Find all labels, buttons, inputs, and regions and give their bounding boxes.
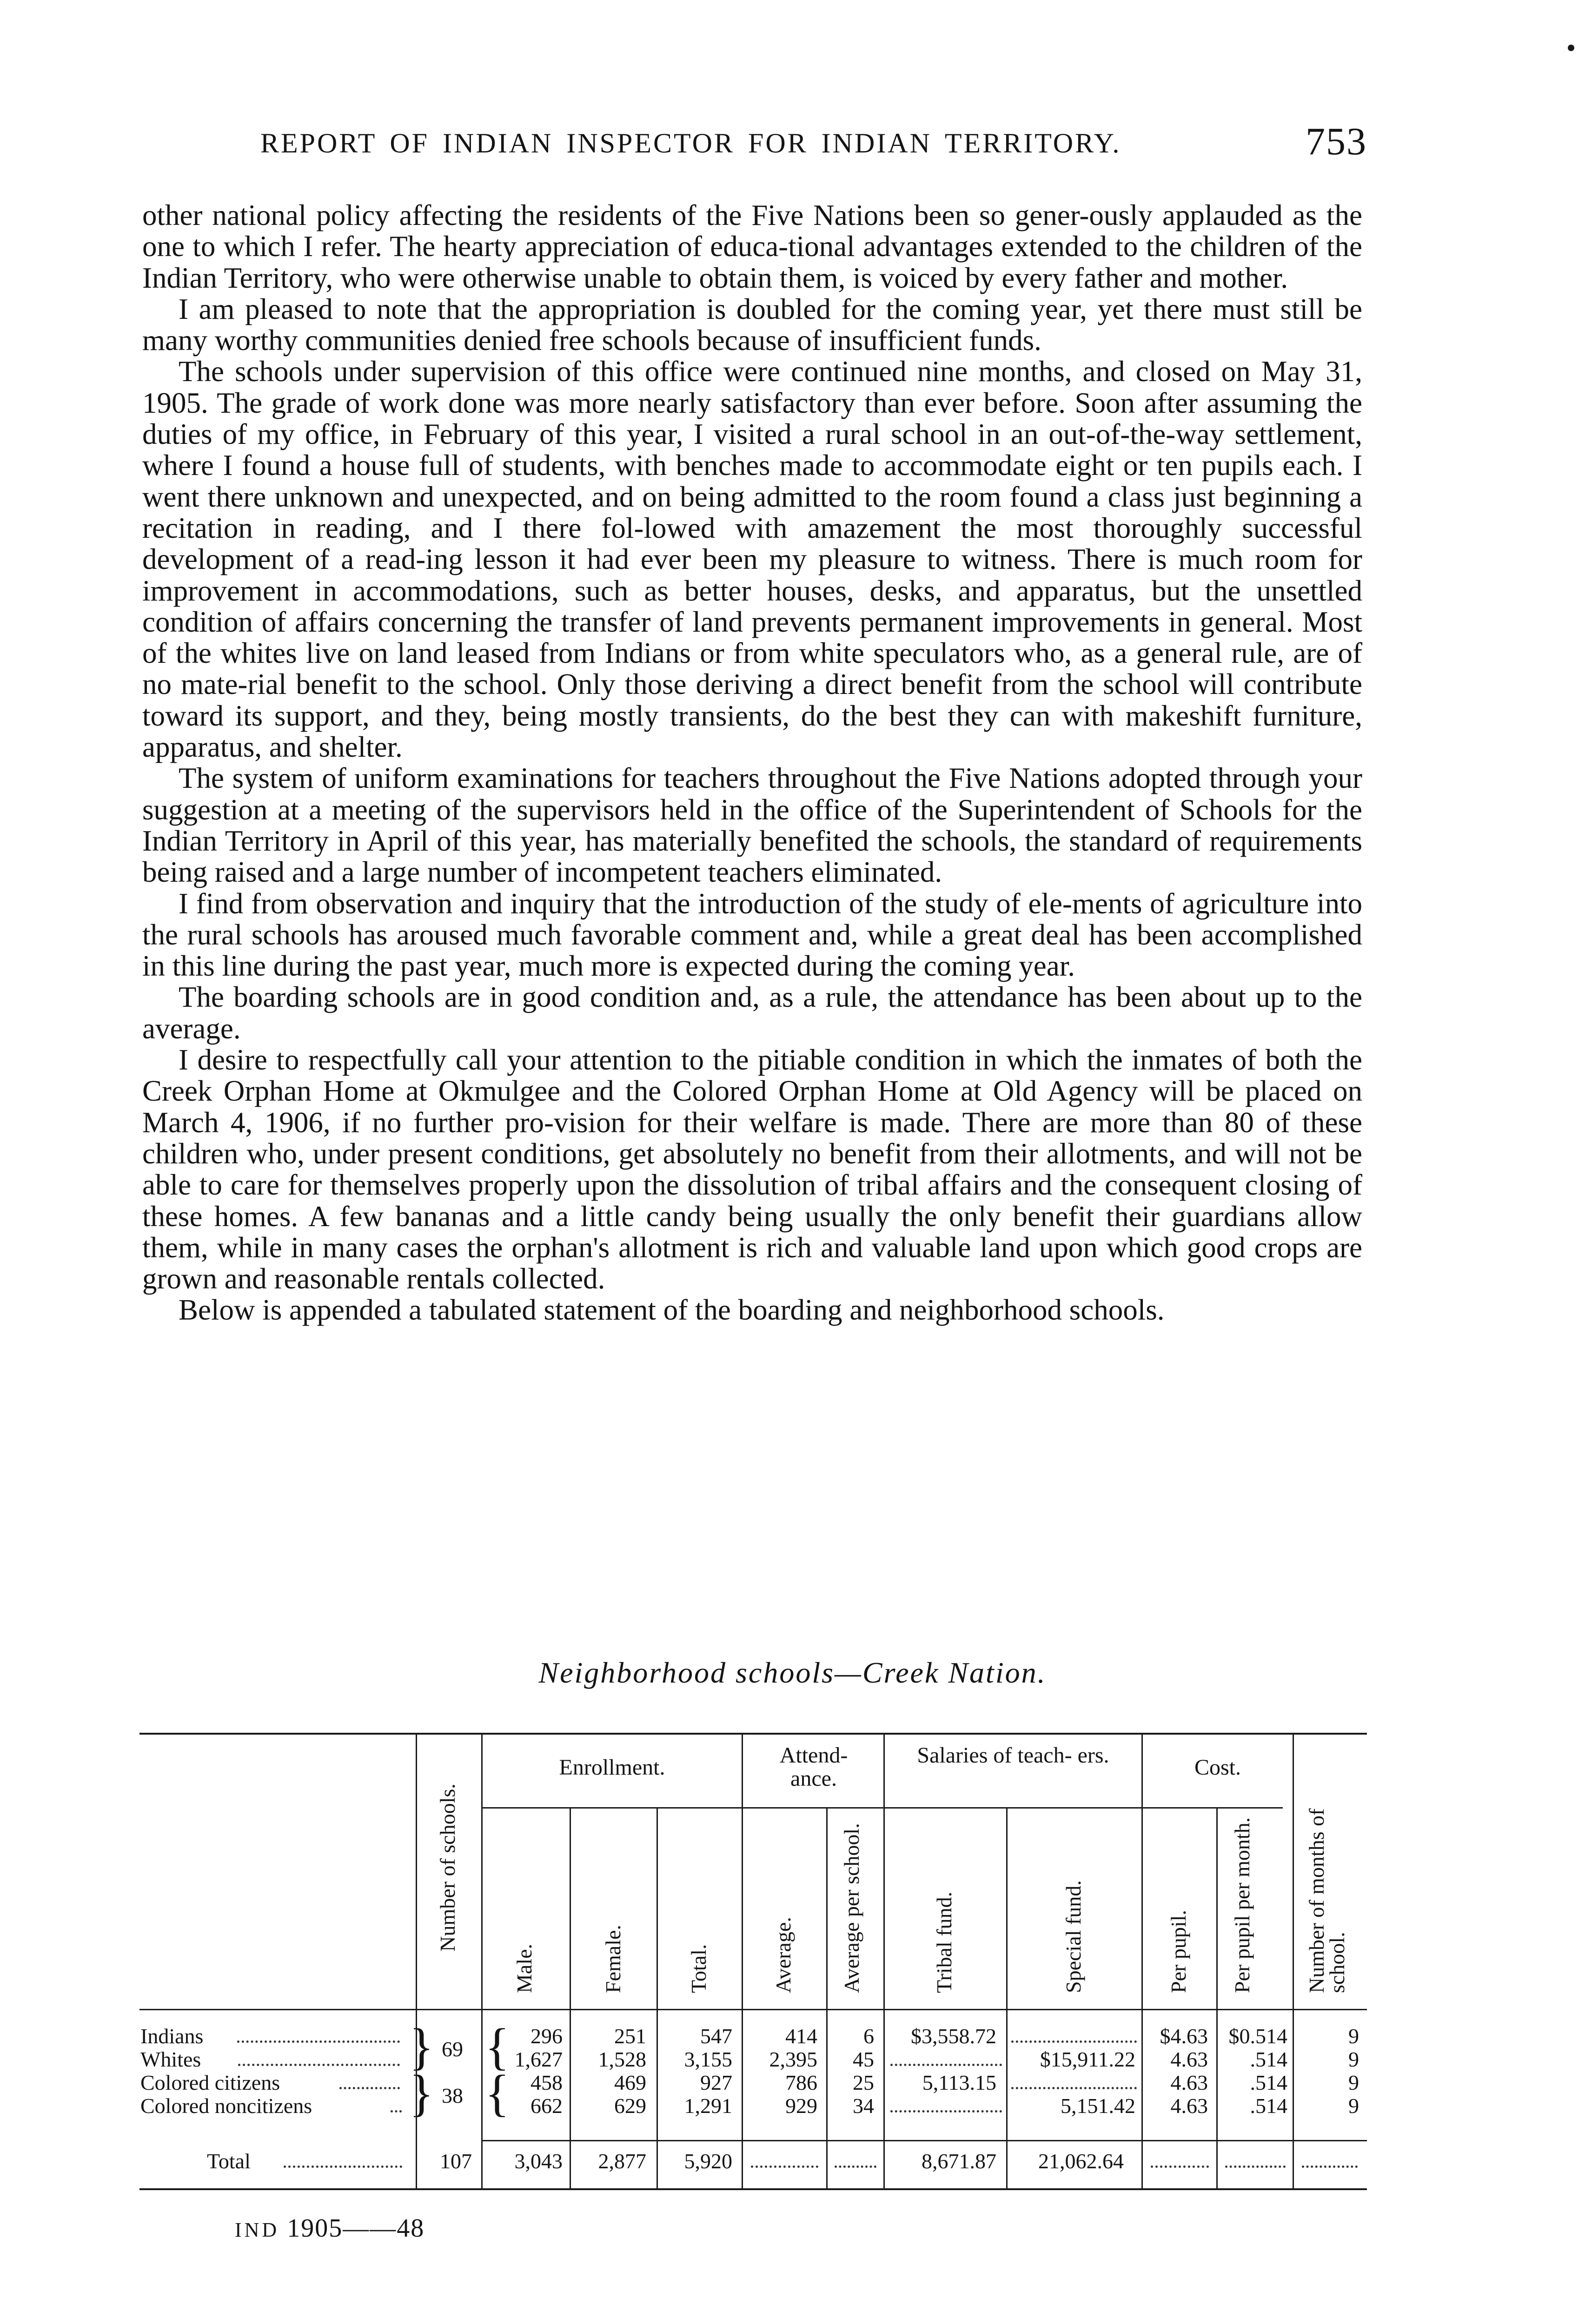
dot-leader [1011, 2087, 1137, 2089]
dot-leader [339, 2087, 400, 2089]
total-male: 3,043 [514, 2149, 563, 2173]
col-line [1006, 1809, 1008, 2189]
header-average: Average. [771, 1917, 795, 1993]
cell-female: 469 [614, 2071, 646, 2094]
table-caption: Neighborhood schools—Creek Nation. [538, 1656, 1047, 1689]
total-label: Total [207, 2149, 251, 2173]
cell-male: 1,627 [514, 2047, 563, 2071]
cell-months: 9 [1348, 2024, 1359, 2048]
cell-per-pupil: 4.63 [1170, 2094, 1208, 2118]
signature-mark [235, 2213, 424, 2243]
col-line [481, 1733, 483, 2189]
cell-average: 414 [785, 2024, 817, 2048]
paragraph: The boarding schools are in good condition and, as a rule, the attendance has been about up to the average. [142, 981, 1362, 1045]
total-top-rule [481, 2140, 1367, 2141]
paragraph: I am pleased to note that the appropriation is doubled for the coming year, yet there must still be many worthy communities denied free schools because of insufficient funds. [142, 292, 1362, 357]
total-special: 21,062.64 [1038, 2149, 1124, 2173]
dot-leader [890, 2110, 1002, 2113]
header-number-of-months [1306, 1742, 1347, 1993]
dot-leader [238, 2064, 400, 2066]
cell-per-month: .514 [1250, 2071, 1287, 2094]
cell-special: 5,151.42 [1061, 2094, 1135, 2118]
dot-leader [1011, 2040, 1137, 2043]
cell-per-month: $0.514 [1228, 2024, 1287, 2048]
dot-leader [890, 2064, 1002, 2066]
cell-average: 786 [785, 2071, 817, 2094]
cell-avg-per-school: 34 [853, 2094, 874, 2118]
header-number-of-schools: Number of schools. [436, 1783, 459, 1952]
page-number: 753 [1306, 120, 1367, 163]
header-female: Female. [601, 1925, 625, 1993]
col-line [883, 1733, 885, 2189]
header-total: Total. [687, 1944, 710, 1993]
cell-average: 2,395 [769, 2047, 817, 2071]
brace: } [409, 2018, 434, 2075]
cell-female: 251 [614, 2024, 646, 2048]
cell-total: 3,155 [684, 2047, 732, 2071]
dot-leader [1151, 2166, 1209, 2168]
cell-female: 1,528 [598, 2047, 646, 2071]
cell-female: 629 [614, 2094, 646, 2118]
cell-special: $15,911.22 [1040, 2047, 1135, 2071]
col-line [657, 1809, 658, 2189]
header-special-fund: Special fund. [1061, 1880, 1085, 1993]
cell-per-month: .514 [1250, 2094, 1287, 2118]
header-tribal-fund: Tribal fund. [932, 1891, 956, 1993]
total-tribal: 8,671.87 [922, 2149, 996, 2173]
cell-total: 1,291 [684, 2094, 732, 2118]
header-enrollment: Enrollment. [559, 1755, 665, 1780]
footer-year: 1905 [287, 2214, 343, 2243]
cell-per-pupil: 4.63 [1170, 2047, 1208, 2071]
cell-total: 547 [700, 2024, 732, 2048]
col-line [1141, 1733, 1143, 2189]
header-male: Male. [512, 1943, 536, 1993]
body-text [142, 200, 1362, 1326]
header-cost: Cost. [1194, 1755, 1241, 1780]
footer-ind: IND [235, 2218, 280, 2241]
cell-avg-per-school: 25 [853, 2071, 874, 2094]
cell-months: 9 [1348, 2071, 1359, 2094]
row-label-colored-citizens: Colored citizens [140, 2071, 280, 2094]
brace: { [485, 2065, 510, 2121]
subheader-rule [481, 1807, 1283, 1809]
paragraph: The system of uniform examinations for teachers throughout the Five Nations adopted through your suggestion at a meeting of the supervisors held in the office of the Superintendent of Schools for the Indian Territory in April of this year, has materially benefited the schools, the standard of requirements being raised and a large number of incompetent teachers eliminated. [142, 762, 1362, 889]
brace: { [485, 2018, 510, 2075]
dot-leader [237, 2040, 400, 2043]
table-top-rule [139, 1733, 1367, 1735]
cell-male: 296 [531, 2024, 563, 2048]
header-per-pupil-per-month [1232, 1816, 1253, 1993]
total-female: 2,877 [598, 2149, 646, 2173]
brace: } [409, 2065, 434, 2121]
header-number-of-months-text: Number of months of school. [1305, 1808, 1349, 1993]
dot-leader [391, 2110, 402, 2113]
row-label-whites: Whites [140, 2047, 201, 2071]
row-label-indians: Indians [140, 2024, 204, 2048]
col-line [826, 1809, 828, 2189]
dot-leader [1225, 2166, 1286, 2168]
running-title: REPORT OF INDIAN INSPECTOR FOR INDIAN TERRITORY. [260, 128, 1121, 158]
cell-months: 9 [1348, 2047, 1359, 2071]
col-line [1216, 1809, 1218, 2189]
paragraph: I find from observation and inquiry that the introduction of the study of ele-ments of agriculture into the rural schools has aroused much favorable comment and, while a great deal has been accomplished in this line during the past year, much more is expected during the coming year. [142, 887, 1362, 983]
dot-leader [835, 2166, 876, 2168]
cell-average: 929 [785, 2094, 817, 2118]
total-schools: 107 [440, 2149, 472, 2173]
page-header [139, 122, 1367, 168]
group-count-2: 38 [442, 2084, 463, 2107]
paragraph: The schools under supervision of this office were continued nine months, and closed on May 31, 1905. The grade of work done was more nearly satisfactory than ever before. Soon after assuming the duties of my office, in February of this year, I visited a rural school in an out-of-the-way settlement, where I found a house full of students, with benches made to accommodate eight or ten pupils each. I went there unknown and unexpected, and on being admitted to the room found a class just beginning a recitation in reading, and I there fol-lowed with amazement the most thoroughly successful development of a read-ing lesson it had ever been my pleasure to witness. There is much room for improvement in accommodations, such as better houses, desks, and apparatus, but the unsettled condition of affairs concerning the transfer of land prevents permanent improvements in general. Most of the whites live on land leased from Indians or from white speculators who, as a general rule, are of no mate-rial benefit to the school. Only those deriving a direct benefit from the school will contribute toward its support, and they, being mostly transients, do the best they can with makeshift furniture, apparatus, and shelter. [142, 355, 1362, 764]
paragraph: Below is appended a tabulated statement of the boarding and neighborhood schools. [179, 1294, 1165, 1327]
footer-number: ——48 [343, 2214, 425, 2243]
dot-leader [1302, 2166, 1358, 2168]
paragraph: other national policy affecting the residents of the Five Nations been so gener-ously applauded as the one to which I refer. The hearty appreciation of educa-tional advantages extended to the children of the Indian Territory, who were otherwise unable to obtain them, is voiced by every father and mother. [142, 199, 1362, 294]
cell-per-month: .514 [1250, 2047, 1287, 2071]
header-attendance: Attend- ance. [779, 1743, 848, 1791]
total-total: 5,920 [684, 2149, 732, 2173]
cell-months: 9 [1348, 2094, 1359, 2118]
header-per-pupil: Per pupil. [1167, 1910, 1190, 1993]
cell-tribal: 5,113.15 [922, 2071, 996, 2094]
header-per-pupil-per-month-text: Per pupil per month. [1230, 1817, 1254, 1993]
header-average-per-school [842, 1816, 862, 1993]
paragraph: I desire to respectfully call your attention to the pitiable condition in which the inmates of both the Creek Orphan Home at Okmulgee and the Colored Orphan Home at Old Agency will be placed on March 4, 1906, if no further pro-vision for their welfare is made. There are more than 80 of these children who, under present conditions, get absolutely no benefit from their allotments, and will not be able to care for themselves properly upon the dissolution of tribal affairs and the consequent closing of these homes. A few bananas and a little candy being usually the only benefit their guardians allow them, while in many cases the orphan's allotment is rich and valuable land upon which good crops are grown and reasonable rentals collected. [142, 1043, 1362, 1295]
col-line [570, 1809, 571, 2189]
schools-table [139, 1733, 1367, 2198]
header-bottom-rule [139, 2009, 1367, 2010]
group-count-1: 69 [442, 2037, 463, 2061]
stray-mark [1568, 45, 1574, 51]
dot-leader [284, 2166, 402, 2168]
cell-avg-per-school: 6 [863, 2024, 874, 2048]
col-line [742, 1733, 743, 2189]
header-salaries: Salaries of teach- ers. [917, 1743, 1109, 1768]
cell-male: 458 [531, 2071, 563, 2094]
header-average-per-school-text: Average per school. [840, 1823, 863, 1993]
cell-male: 662 [531, 2094, 563, 2118]
row-label-colored-noncitizens: Colored noncitizens [140, 2094, 312, 2118]
table-bottom-rule [139, 2188, 1367, 2190]
cell-tribal: $3,558.72 [911, 2024, 996, 2048]
col-line [1293, 1733, 1294, 2189]
dot-leader [751, 2166, 818, 2168]
cell-per-pupil: 4.63 [1170, 2071, 1208, 2094]
cell-total: 927 [700, 2071, 732, 2094]
cell-avg-per-school: 45 [853, 2047, 874, 2071]
cell-per-pupil: $4.63 [1160, 2024, 1208, 2048]
